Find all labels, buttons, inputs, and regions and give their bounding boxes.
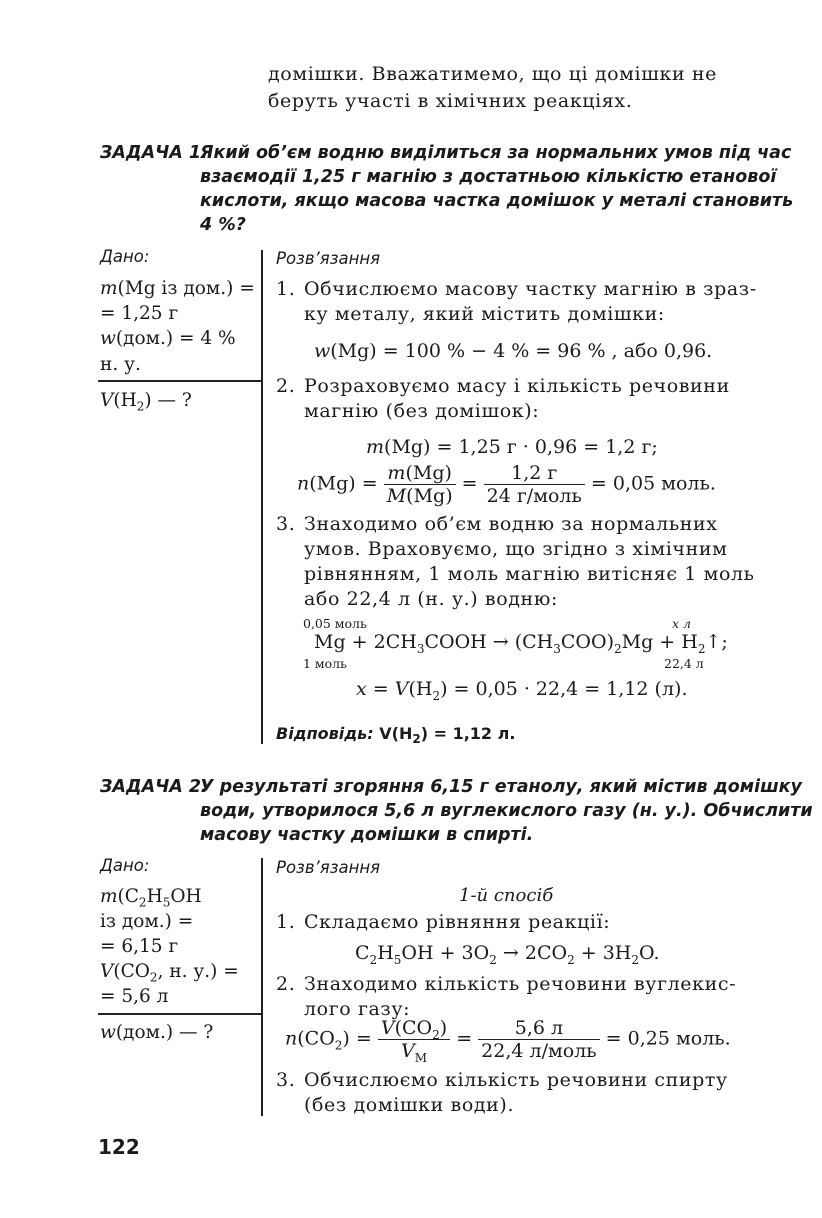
task2-label: ЗАДАЧА 2.: [100, 777, 208, 797]
task2-step2-formula: $n(CO_2)$ = $\frac{V(CO_2)}{V_M}$ = $\frac{5,6 л}{\text{22,4 л/моль}}$ = 0,25 моль.: [285, 1017, 731, 1065]
task2-step1-line-1: Складаємо рівняння реакції:: [304, 911, 611, 933]
task1-step3-num: 3.: [276, 513, 296, 535]
task2-method: 1-й спосіб: [459, 885, 554, 906]
task1-column-divider: [261, 250, 263, 744]
task1-step3-line-2: умов. Враховуємо, що згідно з хімічним: [304, 538, 728, 560]
task1-reaction-above-left: 0,05 моль: [303, 616, 367, 631]
task2-given-1: $m(C_2H_5OH$: [100, 886, 202, 910]
page-number: 122: [98, 1135, 140, 1159]
task1-step1-formula: w(Mg) = 100 % − 4 % = 96 % , або 0,96.: [314, 340, 713, 362]
task1-reaction-above-right: x л: [672, 616, 691, 631]
task2-step2-line-2: лого газу:: [304, 998, 411, 1020]
task1-step3-formula: $x = V(H_2) = 0,05 \cdot 22,4 = 1,12$ (л).: [356, 678, 688, 703]
task2-given-5: = 5,6 л: [100, 986, 169, 1007]
task1-step3-line-1: Знаходимо об’єм водню за нормальних: [304, 513, 718, 535]
task1-line-2: взаємодії 1,25 г магнію з достатньою кількістю етанової: [200, 167, 777, 187]
task1-given-2: = 1,25 г: [100, 303, 179, 324]
task2-step2-num: 2.: [276, 973, 296, 995]
task1-solution-header: Розв’язання: [276, 249, 381, 268]
task2-step3-line-2: (без домішки води).: [304, 1094, 515, 1116]
task1-step2-line-1: Розраховуємо масу і кількість речовини: [304, 375, 730, 397]
task1-given-divider: [98, 380, 262, 382]
task1-find: $V(H_2)$ — ?: [100, 390, 192, 414]
task1-step2-line-2: магнію (без домішок):: [304, 400, 540, 422]
task1-step2-num: 2.: [276, 375, 296, 397]
task1-fraction-1: $\frac{m(Mg)}{M(Mg)}$: [384, 462, 456, 507]
task1-step3-line-4: або 22,4 л (н. у.) водню:: [304, 588, 558, 610]
task1-reaction-below-right: 22,4 л: [664, 656, 704, 671]
task2-reaction: $C_2H_5OH + 3O_2 \to 2CO_2 + 3H_2O$.: [355, 942, 660, 967]
task1-step2-formula-2: n(Mg) = $\frac{m(Mg)}{M(Mg)}$ = $\frac{1,2 г}{\text{24 г/моль}}$ = 0,05 моль.: [297, 462, 716, 507]
task1-given-header: Дано:: [100, 247, 150, 266]
task1-step1-num: 1.: [276, 278, 296, 300]
task1-step1-line-2: ку металу, який містить домішки:: [304, 303, 665, 325]
task2-step3-line-1: Обчислюємо кількість речовини спирту: [304, 1069, 728, 1091]
task2-given-4: $V(CO_2$, н. у.) =: [100, 961, 239, 985]
task2-given-header: Дано:: [100, 856, 150, 875]
task1-given-3: w(дом.) = 4 %: [100, 328, 236, 349]
task2-solution-header: Розв’язання: [276, 858, 381, 877]
task2-find: w(дом.) — ?: [100, 1022, 214, 1043]
intro-line-2: беруть участі в хімічних реакціях.: [268, 90, 633, 112]
task1-step2-formula-1: m(Mg) = 1,25 г · 0,96 = 1,2 г;: [366, 436, 658, 458]
task2-fraction-2: $\frac{5,6 л}{\text{22,4 л/моль}}$: [478, 1017, 599, 1062]
task1-given-4: н. у.: [100, 354, 141, 375]
task1-answer: Відповідь: $V(H_2) = 1,12$ л.: [276, 724, 516, 747]
task2-column-divider: [261, 858, 263, 1116]
task1-label: ЗАДАЧА 1.: [100, 143, 208, 163]
task2-given-divider: [98, 1013, 262, 1015]
task1-step1-line-1: Обчислюємо масову частку магнію в зраз-: [304, 278, 757, 300]
task1-line-4: 4 %?: [200, 215, 246, 235]
intro-line-1: домішки. Вважатимемо, що ці домішки не: [268, 63, 717, 85]
task1-reaction: $Mg + 2CH_3COOH \to (CH_3COO)_2Mg$ + $H_2↑$;: [314, 631, 728, 656]
task2-step2-line-1: Знаходимо кількість речовини вуглекис-: [304, 973, 737, 995]
task2-given-2: із дом.) =: [100, 911, 194, 932]
task2-step3-num: 3.: [276, 1069, 296, 1091]
task2-step1-num: 1.: [276, 911, 296, 933]
task2-line-1: У результаті згоряння 6,15 г етанолу, який містив домішку: [200, 777, 802, 797]
task1-given-1: m(Mg із дом.) =: [100, 278, 255, 299]
task1-line-1: Який об’єм водню виділиться за нормальних умов під час: [200, 143, 792, 163]
task1-reaction-below-left: 1 моль: [303, 656, 347, 671]
task2-line-3: масову частку домішки в спирті.: [200, 825, 534, 845]
task2-given-3: = 6,15 г: [100, 936, 179, 957]
task1-fraction-2: $\frac{1,2 г}{\text{24 г/моль}}$: [484, 462, 585, 507]
task2-fraction-1: $\frac{V(CO_2)}{V_M}$: [378, 1017, 450, 1062]
task1-line-3: кислоти, якщо масова частка домішок у металі становить: [200, 191, 794, 211]
task2-line-2: води, утворилося 5,6 л вуглекислого газу (н. у.). Обчислити: [200, 801, 813, 821]
task1-step3-line-3: рівнянням, 1 моль магнію витісняє 1 моль: [304, 563, 755, 585]
